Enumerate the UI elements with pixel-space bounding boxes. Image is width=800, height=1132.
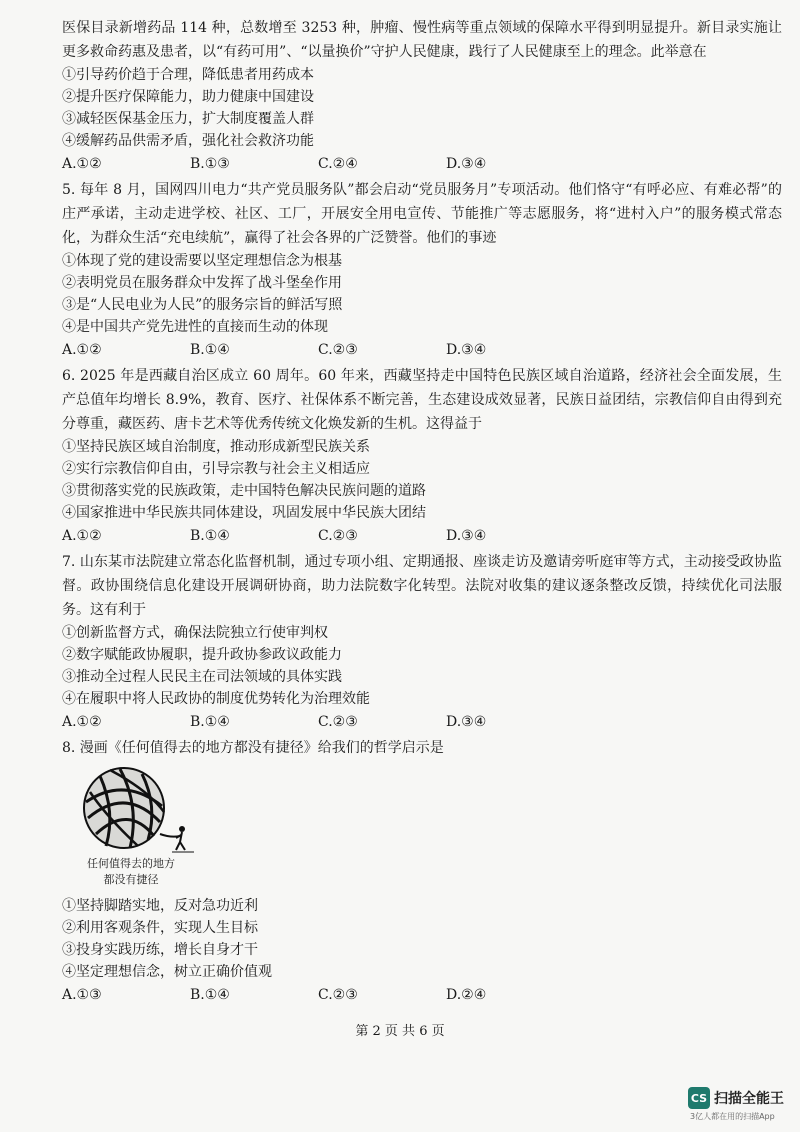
choice-b: B.①④ (190, 342, 230, 358)
option: ①体现了党的建设需要以坚定理想信念为根基 (62, 253, 342, 269)
option: ③是“人民电业为人民”的服务宗旨的鲜活写照 (62, 297, 343, 313)
choice-d: D.③④ (446, 528, 487, 544)
choice-a: A.①② (62, 714, 102, 730)
cartoon-caption-line: 都没有捷径 (103, 873, 159, 886)
page-number: 第 2 页 共 6 页 (355, 1024, 445, 1039)
option: ②数字赋能政协履职，提升政协参政议政能力 (62, 647, 342, 663)
question-stem: 医保目录新增药品 114 种，总数增至 3253 种，肿瘤、慢性病等重点领域的保障水平得到明显提升。新目录实施让更多救命药惠及患者，以“有药可用”、“以量换价”守护人民健康，践行了人民健康至上的理念。此举意在 (62, 20, 782, 60)
yarn-ball-cartoon (76, 766, 256, 891)
option: ④国家推进中华民族共同体建设，巩固发展中华民族大团结 (62, 505, 426, 521)
option: ①坚持脚踏实地，反对急功近利 (62, 898, 258, 914)
option: ④是中国共产党先进性的直接而生动的体现 (62, 319, 328, 335)
option: ③推动全过程人民民主在司法领域的具体实践 (62, 669, 342, 685)
option: ④缓解药品供需矛盾，强化社会救济功能 (62, 133, 314, 149)
choice-d: D.②④ (446, 987, 487, 1003)
brand-name: 扫描全能王 (714, 1091, 784, 1107)
choice-d: D.③④ (446, 714, 487, 730)
choice-a: A.①③ (62, 987, 102, 1003)
choice-c: C.②③ (318, 528, 358, 544)
answer-choices (62, 338, 782, 362)
choice-c: C.②③ (318, 987, 358, 1003)
option: ③贯彻落实党的民族政策，走中国特色解决民族问题的道路 (62, 483, 426, 499)
option: ③投身实践历练，增长自身才干 (62, 942, 258, 958)
choice-b: B.①③ (190, 156, 230, 172)
answer-choices (62, 152, 782, 176)
answer-choices (62, 524, 782, 548)
question-7 (62, 550, 782, 734)
choice-a: A.①② (62, 156, 102, 172)
option: ④在履职中将人民政协的制度优势转化为治理效能 (62, 691, 370, 707)
question-stem: 5. 每年 8 月，国网四川电力“共产党员服务队”都会启动“党员服务月”专项活动。他们恪守“有呼必应、有难必帮”的庄严承诺，主动走进学校、社区、工厂，开展安全用电宣传、节能推广等志愿服务，将“进村入户”的服务模式常态化，为群众生活“充电续航”，赢得了社会各界的广泛赞誉。他们的事迹 (62, 182, 782, 246)
cartoon-caption (76, 856, 186, 888)
choice-a: A.①② (62, 528, 102, 544)
option: ②提升医疗保障能力，助力健康中国建设 (62, 89, 314, 105)
choice-d: D.③④ (446, 342, 487, 358)
answer-choices (62, 710, 782, 734)
choice-b: B.①④ (190, 987, 230, 1003)
yarn-ball-illustration (76, 766, 206, 856)
question-stem: 7. 山东某市法院建立常态化监督机制，通过专项小组、定期通报、座谈走访及邀请旁听庭审等方式，主动接受政协监督。政协围绕信息化建设开展调研协商，助力法院数字化转型。法院对收集的建议逐条整改反馈，持续优化司法服务。这有利于 (62, 554, 782, 618)
scanner-watermark (688, 1087, 784, 1109)
question-5 (62, 178, 782, 362)
choice-c: C.②③ (318, 714, 358, 730)
question-4 (62, 16, 782, 176)
question-8 (62, 736, 782, 1007)
question-6 (62, 364, 782, 548)
choice-b: B.①④ (190, 714, 230, 730)
choice-a: A.①② (62, 342, 102, 358)
choice-c: C.②③ (318, 342, 358, 358)
choice-d: D.③④ (446, 156, 487, 172)
option: ①引导药价趋于合理，降低患者用药成本 (62, 67, 314, 83)
choice-c: C.②④ (318, 156, 358, 172)
option: ②利用客观条件，实现人生目标 (62, 920, 258, 936)
camscanner-logo-icon: CS (688, 1087, 710, 1109)
option: ②表明党员在服务群众中发挥了战斗堡垒作用 (62, 275, 342, 291)
option: ②实行宗教信仰自由，引导宗教与社会主义相适应 (62, 461, 370, 477)
answer-choices (62, 983, 782, 1007)
brand-tagline: 3亿人都在用的扫描App (690, 1112, 775, 1121)
question-stem: 6. 2025 年是西藏自治区成立 60 周年。60 年来，西藏坚持走中国特色民族区域自治道路，经济社会全面发展，生产总值年均增长 8.9%，教育、医疗、社保体系不断完善，生态建设成效显著，民族日益团结，宗教信仰自由得到充分尊重，藏医药、唐卡艺术等优秀传统文化焕发新的生机。这得益于 (62, 368, 782, 432)
exam-page (62, 16, 782, 1009)
option: ①创新监督方式，确保法院独立行使审判权 (62, 625, 328, 641)
question-stem: 8. 漫画《任何值得去的地方都没有捷径》给我们的哲学启示是 (62, 740, 444, 756)
choice-b: B.①④ (190, 528, 230, 544)
cartoon-caption-line: 任何值得去的地方 (87, 857, 175, 870)
option: ④坚定理想信念，树立正确价值观 (62, 964, 272, 980)
option: ①坚持民族区域自治制度，推动形成新型民族关系 (62, 439, 370, 455)
option: ③减轻医保基金压力，扩大制度覆盖人群 (62, 111, 314, 127)
